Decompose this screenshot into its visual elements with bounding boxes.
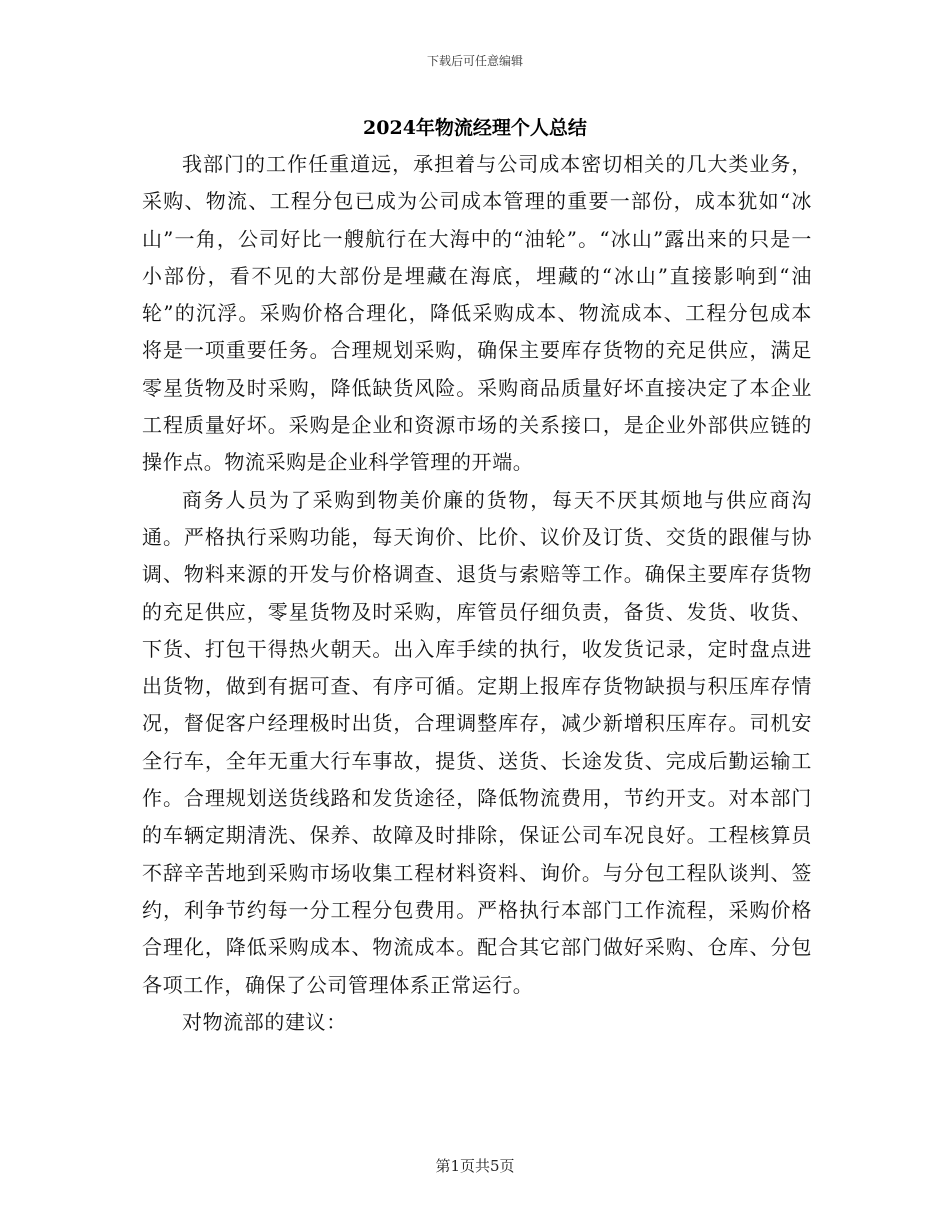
document-title: 2024年物流经理个人总结: [363, 117, 587, 139]
page-header-note: 下载后可任意编辑: [426, 54, 523, 68]
paragraph-3: 对物流部的建议：: [182, 1009, 347, 1034]
document-body: [142, 146, 812, 1041]
page-number: 第1页共5页: [435, 1157, 515, 1175]
paragraph-2: 商务人员为了采购到物美价廉的货物，每天不厌其烦地与供应商沟通。严格执行采购功能，每天询价、比价、议价及订货、交货的跟催与协调、物料来源的开发与价格调查、退货与索赔等工作。确保主要库存货物的充足供应，零星货物及时采购，库管员仔细负责，备货、发货、收货、下货、打包干得热火朝天。出入库手续的执行，收发货记录，定时盘点进出货物，做到有据可查、有序可循。定期上报库存货物缺损与积压库存情况，督促客户经理极时出货，合理调整库存，减少新增积压库存。司机安全行车，全年无重大行车事故，提货、送货、长途发货、完成后勤运输工作。合理规划送货线路和发货途径，降低物流费用，节约开支。对本部门的车辆定期清洗、保养、故障及时排除，保证公司车况良好。工程核算员不辞辛苦地到采购市场收集工程材料资料、询价。与分包工程队谈判、签约，利争节约每一分工程分包费用。严格执行本部门工作流程，采购价格合理化，降低采购成本、物流成本。配合其它部门做好采购、仓库、分包各项工作，确保了公司管理体系正常运行。: [142, 487, 812, 997]
paragraph-1: 我部门的工作任重道远，承担着与公司成本密切相关的几大类业务，采购、物流、工程分包已成为公司成本管理的重要一部份，成本犹如“冰山”一角，公司好比一艘航行在大海中的“油轮”。“冰山”露出来的只是一小部份，看不见的大部份是埋藏在海底，埋藏的“冰山”直接影响到“油轮”的沉浮。采购价格合理化，降低采购成本、物流成本、工程分包成本将是一项重要任务。合理规划采购，确保主要库存货物的充足供应，满足零星货物及时采购，降低缺货风险。采购商品质量好坏直接决定了本企业工程质量好坏。采购是企业和资源市场的关系接口，是企业外部供应链的操作点。物流采购是企业科学管理的开端。: [142, 152, 812, 475]
